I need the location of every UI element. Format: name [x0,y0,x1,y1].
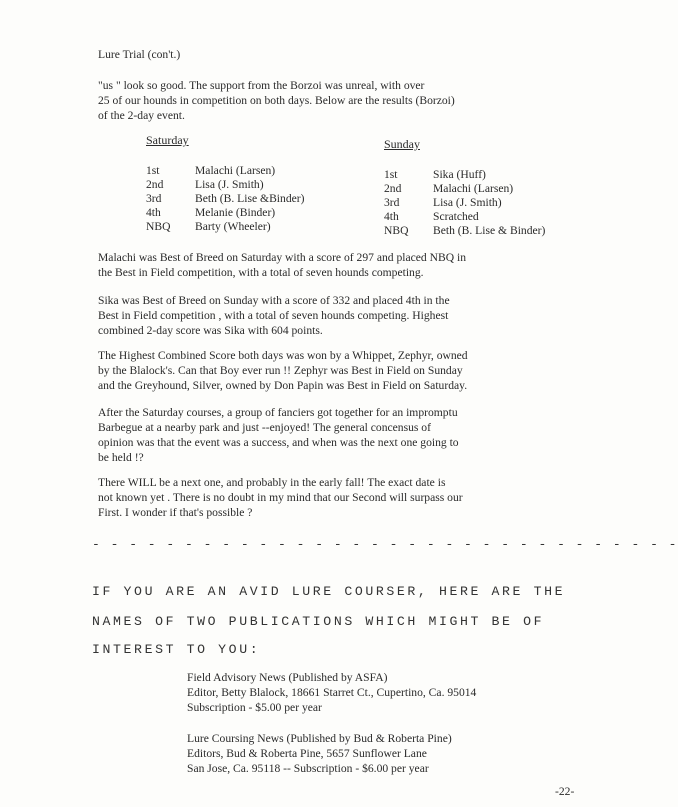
result-row [146,205,275,220]
text-line: After the Saturday courses, a group of fanciers got together for an impromptu [98,406,458,419]
paragraph-sunday-bob [98,293,618,338]
text-line: and the Greyhound, Silver, owned by Don Papin was Best in Field on Saturday. [98,379,468,392]
dashed-divider: - - - - - - - - - - - - - - - - - - - - - - - - - - - - - - - - [92,537,678,552]
result-row [146,191,304,206]
paragraph-saturday-bob [98,250,618,280]
result-place: 1st [146,164,160,177]
announcement-line: NAMES OF TWO PUBLICATIONS WHICH MIGHT BE OF [92,614,545,629]
text-line: combined 2-day score was Sika with 604 points. [98,324,323,337]
result-name: Barty (Wheeler) [195,220,271,233]
sunday-heading: Sunday [384,137,420,151]
text-line: by the Blalock's. Can that Boy ever run !! Zephyr was Best in Field on Sunday [98,364,463,377]
text-line: opinion was that the event was a success, and when was the next one going to [98,436,459,449]
result-name: Beth (B. Lise & Binder) [433,224,546,237]
text-line: not known yet . There is no doubt in my mind that our Second will surpass our [98,491,463,504]
result-row [384,181,513,196]
result-place: 3rd [146,192,162,205]
paragraph-highest-score [98,348,618,393]
result-row [384,223,545,238]
text-line: Editors, Bud & Roberta Pine, 5657 Sunflower Lane [187,747,427,760]
result-row [146,177,264,192]
page-number: -22- [555,785,575,798]
text-line: 25 of our hounds in competition on both days. Below are the results (Borzoi) [98,94,455,107]
text-line: Malachi was Best of Breed on Saturday with a score of 297 and placed NBQ in [98,251,467,264]
result-name: Lisa (J. Smith) [195,178,264,191]
text-line: There WILL be a next one, and probably in the early fall! The exact date is [98,476,446,489]
text-line: Barbegue at a nearby park and just --enjoyed! The general concensus of [98,421,431,434]
text-line: First. I wonder if that's possible ? [98,506,253,519]
result-name: Melanie (Binder) [195,206,276,219]
result-name: Sika (Huff) [433,168,486,181]
result-place: 2nd [146,178,164,191]
text-line: The Highest Combined Score both days was won by a Whippet, Zephyr, owned [98,349,468,362]
text-line: "us " look so good. The support from the Borzoi was unreal, with over [98,79,425,92]
text-line: the Best in Field competition, with a total of seven hounds competing. [98,266,424,279]
result-name: Beth (B. Lise &Binder) [195,192,305,205]
publication-field-advisory-news [187,670,597,715]
result-place: 2nd [384,182,402,195]
result-row [146,163,275,178]
result-name: Scratched [433,210,479,223]
text-line: San Jose, Ca. 95118 -- Subscription - $6.00 per year [187,762,429,775]
paragraph-barbeque [98,405,618,465]
result-name: Malachi (Larsen) [433,182,514,195]
text-line: Field Advisory News (Published by ASFA) [187,671,388,684]
text-line: Lure Coursing News (Published by Bud & Roberta Pine) [187,732,452,745]
text-line: Sika was Best of Breed on Sunday with a score of 332 and placed 4th in the [98,294,450,307]
text-line: of the 2-day event. [98,109,185,122]
page-header: Lure Trial (con't.) [98,48,181,61]
text-line: be held !? [98,451,144,464]
text-line: Best in Field competition , with a total of seven hounds competing. Highest [98,309,449,322]
result-name: Lisa (J. Smith) [433,196,502,209]
publication-lure-coursing-news [187,731,597,776]
intro-paragraph [98,78,618,123]
result-row [384,195,502,210]
result-row [384,167,486,182]
result-name: Malachi (Larsen) [195,164,276,177]
result-place: 4th [384,210,399,223]
result-place: 4th [146,206,161,219]
saturday-heading: Saturday [146,133,189,147]
result-place: 1st [384,168,398,181]
result-place: NBQ [146,220,171,233]
result-row [384,209,479,224]
result-row [146,219,271,234]
text-line: Subscription - $5.00 per year [187,701,322,714]
announcement-line: INTEREST TO YOU: [92,642,261,657]
announcement-line: IF YOU ARE AN AVID LURE COURSER, HERE ARE THE [92,584,566,599]
paragraph-next-one [98,475,618,520]
result-place: NBQ [384,224,409,237]
text-line: Editor, Betty Blalock, 18661 Starret Ct., Cupertino, Ca. 95014 [187,686,477,699]
result-place: 3rd [384,196,400,209]
